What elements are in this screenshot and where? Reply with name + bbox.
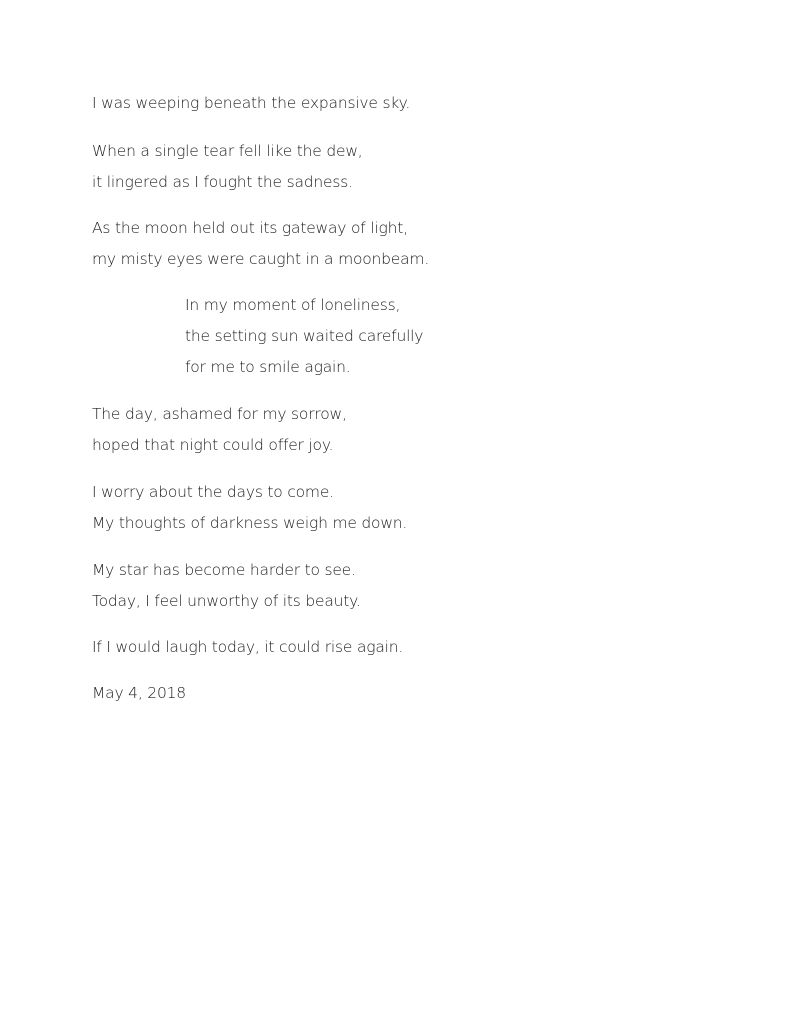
- poem-line: my misty eyes were caught in a moonbeam.: [92, 250, 430, 268]
- poem-line: As the moon held out its gateway of light,: [92, 219, 408, 237]
- poem-line: My star has become harder to see.: [92, 561, 356, 579]
- poem-line: When a single tear fell like the dew,: [92, 142, 363, 160]
- poem-line-indented: the setting sun waited carefully: [185, 327, 424, 345]
- poem-line-indented: for me to smile again.: [185, 358, 351, 376]
- poem-line: If I would laugh today, it could rise again.: [92, 638, 404, 656]
- poem-line: My thoughts of darkness weigh me down.: [92, 514, 408, 532]
- poem-date: May 4, 2018: [92, 684, 186, 702]
- poem-line: I was weeping beneath the expansive sky.: [92, 94, 411, 112]
- poem-line: The day, ashamed for my sorrow,: [92, 405, 347, 423]
- poem-line: hoped that night could offer joy.: [92, 436, 334, 454]
- poem-line-indented: In my moment of loneliness,: [185, 296, 401, 314]
- poem-line: I worry about the days to come.: [92, 483, 334, 501]
- poem-line: Today, I feel unworthy of its beauty.: [92, 592, 361, 610]
- poem-line: it lingered as I fought the sadness.: [92, 173, 353, 191]
